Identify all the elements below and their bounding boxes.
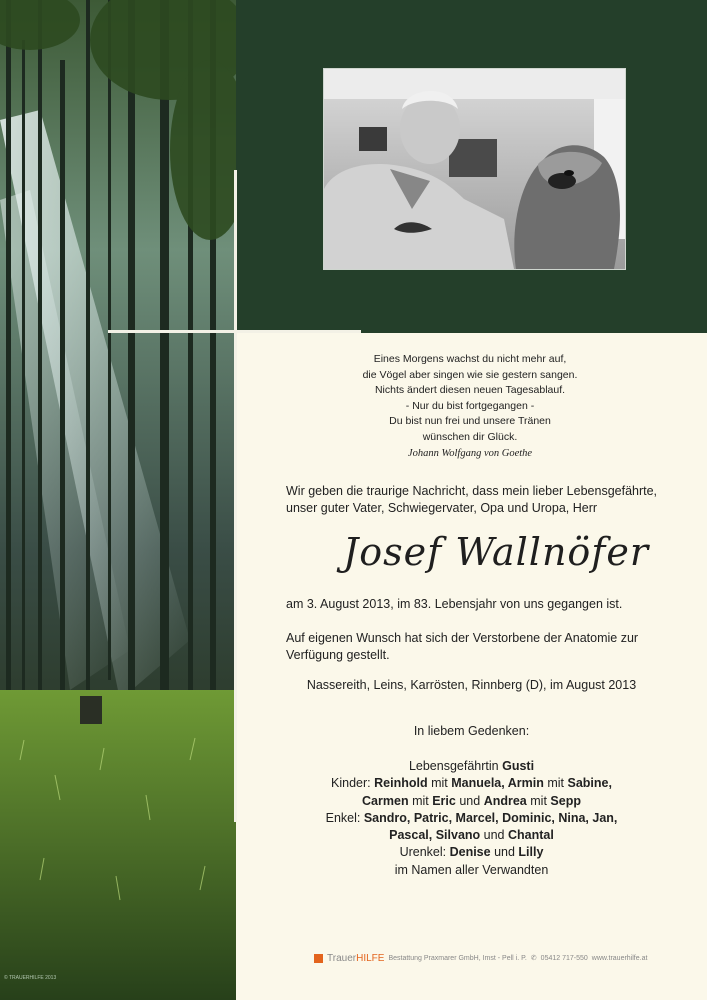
footer: [314, 951, 647, 965]
connector-text: und: [459, 793, 481, 808]
anatomy-notice-line: Auf eigenen Wunsch hat sich der Verstorbene der Anatomie zur: [286, 631, 639, 645]
trauerhilfe-logo-icon: [314, 954, 323, 963]
poem-line: die Vögel aber singen wie sie gestern sangen.: [362, 368, 578, 381]
connector-text: und: [494, 845, 515, 860]
grandchildren-label: Enkel:: [325, 810, 361, 825]
image-credit: © TRAUERHILFE 2013: [4, 975, 57, 981]
anatomy-notice: [286, 630, 686, 664]
children-line: [236, 793, 707, 810]
poem-line: Eines Morgens wachst du nicht mehr auf,: [373, 353, 567, 365]
portrait-photo: [323, 68, 626, 270]
grandchild-names: Sandro, Patric, Marcel, Dominic, Nina, Jan,: [363, 810, 618, 825]
connector-text: mit: [412, 793, 429, 808]
great-grandchild-name: Denise: [449, 845, 491, 860]
child-name: Manuela, Armin: [451, 776, 544, 791]
child-name: Eric: [432, 793, 456, 808]
memory-heading: In liebem Gedenken:: [413, 724, 530, 738]
poem-line: Nichts ändert diesen neuen Tagesablauf.: [374, 384, 566, 397]
child-name: Reinhold: [374, 776, 428, 791]
grandchildren-line: [236, 827, 707, 844]
connector-text: und: [483, 828, 505, 843]
partner-line: [236, 758, 707, 775]
phone-number: 05412 717-550: [540, 954, 588, 962]
death-info: am 3. August 2013, im 83. Lebensjahr von uns gegangen ist.: [286, 597, 623, 611]
grandchild-names: Chantal: [508, 828, 554, 843]
cross-horizontal-bar: [108, 330, 361, 333]
imprint-text: Bestattung Praxmarer GmbH, Imst - Pell i. P.: [388, 954, 527, 962]
poem-author: Johann Wolfgang von Goethe: [407, 447, 533, 459]
connector-text: mit: [547, 776, 564, 791]
great-grandchildren-line: [236, 844, 707, 861]
grandchild-names: Pascal, Silvano: [389, 828, 481, 843]
phone-icon: ✆: [530, 955, 537, 962]
poem-line: - Nur du bist fortgegangen -: [405, 399, 535, 412]
announcement-line: Wir geben die traurige Nachricht, dass mein lieber Lebensgefährte,: [286, 484, 658, 498]
poem-line: wünschen dir Glück.: [422, 430, 518, 443]
child-name: Sabine,: [567, 776, 612, 791]
trauerhilfe-logo: TrauerHILFE: [327, 952, 385, 964]
poem-line: Du bist nun frei und unsere Tränen: [389, 415, 551, 428]
mourners-list: [236, 758, 707, 879]
closing-line: im Namen aller Verwandten: [394, 862, 549, 877]
website-link[interactable]: www.trauerhilfe.at: [591, 954, 648, 962]
grandchildren-line: [236, 810, 707, 827]
connector-text: mit: [530, 793, 547, 808]
deceased-name: Josef Wallnöfer: [342, 530, 650, 574]
announcement-line: unser guter Vater, Schwiegervater, Opa und Uropa, Herr: [286, 501, 598, 515]
child-name: Andrea: [483, 793, 527, 808]
children-label: Kinder:: [331, 776, 371, 791]
child-name: Carmen: [362, 793, 409, 808]
child-name: Sepp: [550, 793, 581, 808]
forest-photo: [0, 0, 236, 1000]
great-grandchild-name: Lilly: [518, 845, 544, 860]
great-grandchildren-label: Urenkel:: [399, 845, 447, 860]
place-date: Nassereith, Leins, Karrösten, Rinnberg (D), im August 2013: [306, 678, 637, 692]
anatomy-notice-line: Verfügung gestellt.: [286, 648, 390, 662]
poem: [320, 352, 620, 461]
connector-text: mit: [431, 776, 448, 791]
announcement-text: [286, 483, 686, 517]
partner-label: Lebensgefährtin: [408, 759, 499, 773]
partner-name: Gusti: [502, 759, 535, 773]
children-line: [236, 775, 707, 792]
